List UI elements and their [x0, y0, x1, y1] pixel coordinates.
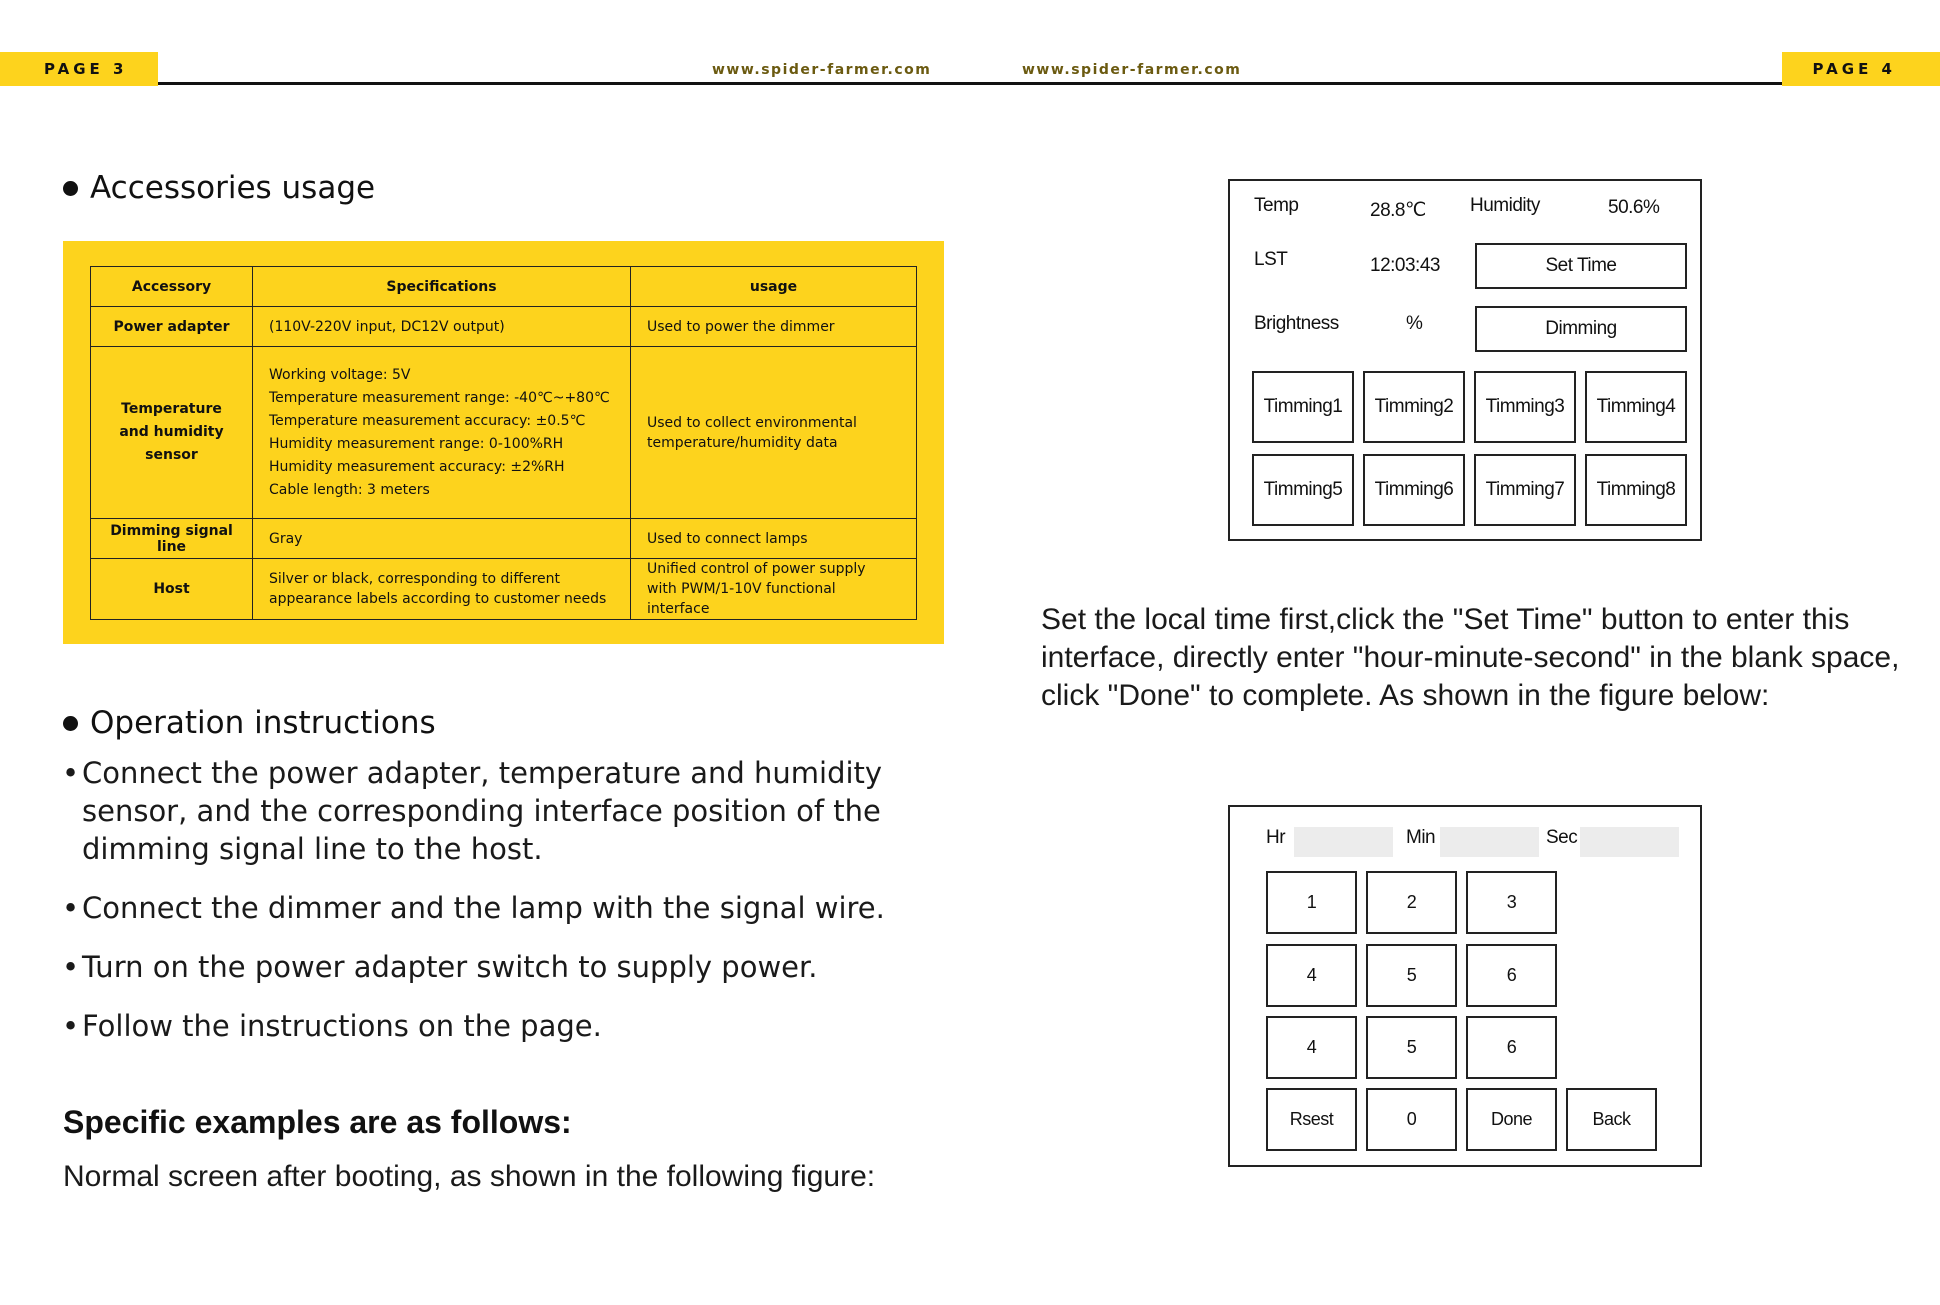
- lst-label: LST: [1254, 249, 1288, 270]
- page-number-left: PAGE 3: [0, 52, 158, 86]
- header-rule: [158, 82, 1782, 85]
- spec-cell: Gray: [253, 519, 631, 559]
- usage-cell: [631, 559, 917, 620]
- sec-label: Sec: [1546, 827, 1578, 848]
- key-4-duplicate[interactable]: 4: [1266, 1016, 1357, 1079]
- temp-label: Temp: [1254, 195, 1299, 216]
- usage-cell: Used to connect lamps: [631, 519, 917, 559]
- accessories-table-panel: [63, 241, 944, 644]
- reset-key[interactable]: Rsest: [1266, 1088, 1357, 1151]
- column-header-accessory: Accessory: [91, 267, 253, 307]
- column-header-specifications: Specifications: [253, 267, 631, 307]
- key-4[interactable]: 4: [1266, 944, 1357, 1007]
- timing7-button[interactable]: Timming7: [1474, 454, 1576, 526]
- examples-heading: Specific examples are as follows:: [63, 1104, 572, 1140]
- bullet-icon: •: [62, 891, 80, 925]
- key-6-duplicate[interactable]: 6: [1466, 1016, 1557, 1079]
- min-label: Min: [1406, 827, 1436, 848]
- accessories-table: [90, 266, 917, 620]
- key-0[interactable]: 0: [1366, 1088, 1457, 1151]
- timing2-button[interactable]: Timming2: [1363, 371, 1465, 443]
- spec-line: Silver or black, corresponding to different: [269, 571, 561, 587]
- spec-line: Cable length: 3 meters: [269, 481, 430, 498]
- spec-line: Temperature measurement range: -40℃~+80℃: [269, 389, 610, 406]
- done-key[interactable]: Done: [1466, 1088, 1557, 1151]
- operation-heading-text: Operation instructions: [90, 705, 436, 741]
- bullet-dot-icon: [63, 716, 78, 731]
- brightness-unit: %: [1406, 313, 1423, 334]
- temp-value: 28.8℃: [1370, 200, 1426, 221]
- table-row: [91, 519, 917, 559]
- spec-line: Working voltage: 5V: [269, 366, 411, 383]
- timing3-button[interactable]: Timming3: [1474, 371, 1576, 443]
- timing8-button[interactable]: Timming8: [1585, 454, 1687, 526]
- key-6[interactable]: 6: [1466, 944, 1557, 1007]
- spec-cell: [253, 347, 631, 519]
- column-header-usage: usage: [631, 267, 917, 307]
- timing6-button[interactable]: Timming6: [1363, 454, 1465, 526]
- usage-line: Unified control of power supply: [647, 561, 866, 577]
- key-1[interactable]: 1: [1266, 871, 1357, 934]
- second-input[interactable]: [1580, 827, 1679, 857]
- normal-screen-caption: Normal screen after booting, as shown in the following figure:: [63, 1160, 876, 1193]
- spec-line: Humidity measurement accuracy: ±2%RH: [269, 458, 565, 475]
- spec-line: appearance labels according to customer needs: [269, 591, 607, 607]
- accessories-heading: [63, 170, 375, 206]
- minute-input[interactable]: [1440, 827, 1539, 857]
- table-row: [91, 559, 917, 620]
- list-item: [62, 948, 962, 986]
- key-3[interactable]: 3: [1466, 871, 1557, 934]
- spec-cell: (110V-220V input, DC12V output): [253, 307, 631, 347]
- site-url-right: www.spider-farmer.com: [1022, 62, 1242, 78]
- timing5-button[interactable]: Timming5: [1252, 454, 1354, 526]
- hour-input[interactable]: [1294, 827, 1393, 857]
- list-item: [62, 1007, 962, 1045]
- usage-cell: [631, 347, 917, 519]
- key-5-duplicate[interactable]: 5: [1366, 1016, 1457, 1079]
- accessory-line: and humidity sensor: [119, 424, 224, 463]
- list-item-text: Turn on the power adapter switch to supply power.: [82, 950, 818, 984]
- back-key[interactable]: Back: [1566, 1088, 1657, 1151]
- usage-line: temperature/humidity data: [647, 434, 838, 451]
- operation-list: [62, 754, 962, 1066]
- list-item: [62, 754, 962, 868]
- brightness-label: Brightness: [1254, 313, 1339, 334]
- bullet-icon: •: [62, 950, 80, 984]
- list-item-text: Connect the dimmer and the lamp with the signal wire.: [82, 891, 885, 925]
- spec-line: Humidity measurement range: 0-100%RH: [269, 435, 564, 452]
- bullet-dot-icon: [63, 181, 78, 196]
- hr-label: Hr: [1266, 827, 1286, 848]
- accessory-line: Temperature: [121, 401, 222, 417]
- set-time-instructions: Set the local time first,click the "Set Time" button to enter this interface, directly enter "hour-minute-second" in the blank space, click "Done" to complete. As shown in the figure below:: [1041, 603, 1900, 712]
- accessory-cell: Power adapter: [91, 307, 253, 347]
- page-number-right: PAGE 4: [1782, 52, 1940, 86]
- spec-cell: [253, 559, 631, 620]
- main-screen-figure: [1228, 179, 1702, 541]
- table-row: [91, 307, 917, 347]
- accessory-cell: [91, 347, 253, 519]
- site-url-left: www.spider-farmer.com: [712, 62, 932, 78]
- usage-line: with PWM/1-10V functional interface: [647, 581, 836, 617]
- accessory-cell: Host: [91, 559, 253, 620]
- lst-value: 12:03:43: [1370, 255, 1440, 276]
- usage-cell: Used to power the dimmer: [631, 307, 917, 347]
- key-5[interactable]: 5: [1366, 944, 1457, 1007]
- bullet-icon: •: [62, 1009, 80, 1043]
- timing1-button[interactable]: Timming1: [1252, 371, 1354, 443]
- bullet-icon: •: [62, 756, 80, 790]
- humidity-value: 50.6%: [1608, 197, 1660, 218]
- list-item-text: Connect the power adapter, temperature and humidity sensor, and the corresponding interface position of the dimming signal line to the host.: [82, 756, 883, 866]
- list-item-text: Follow the instructions on the page.: [82, 1009, 602, 1043]
- timing4-button[interactable]: Timming4: [1585, 371, 1687, 443]
- spec-line: Temperature measurement accuracy: ±0.5℃: [269, 412, 586, 429]
- table-row: [91, 347, 917, 519]
- key-2[interactable]: 2: [1366, 871, 1457, 934]
- accessories-heading-text: Accessories usage: [90, 170, 376, 206]
- table-header-row: [91, 267, 917, 307]
- set-time-button[interactable]: Set Time: [1475, 243, 1687, 289]
- usage-line: Used to collect environmental: [647, 414, 857, 431]
- list-item: [62, 889, 962, 927]
- accessory-cell: Dimming signal line: [91, 519, 253, 559]
- humidity-label: Humidity: [1470, 195, 1540, 216]
- dimming-button[interactable]: Dimming: [1475, 306, 1687, 352]
- time-entry-screen-figure: [1228, 805, 1702, 1167]
- operation-heading: [63, 705, 436, 741]
